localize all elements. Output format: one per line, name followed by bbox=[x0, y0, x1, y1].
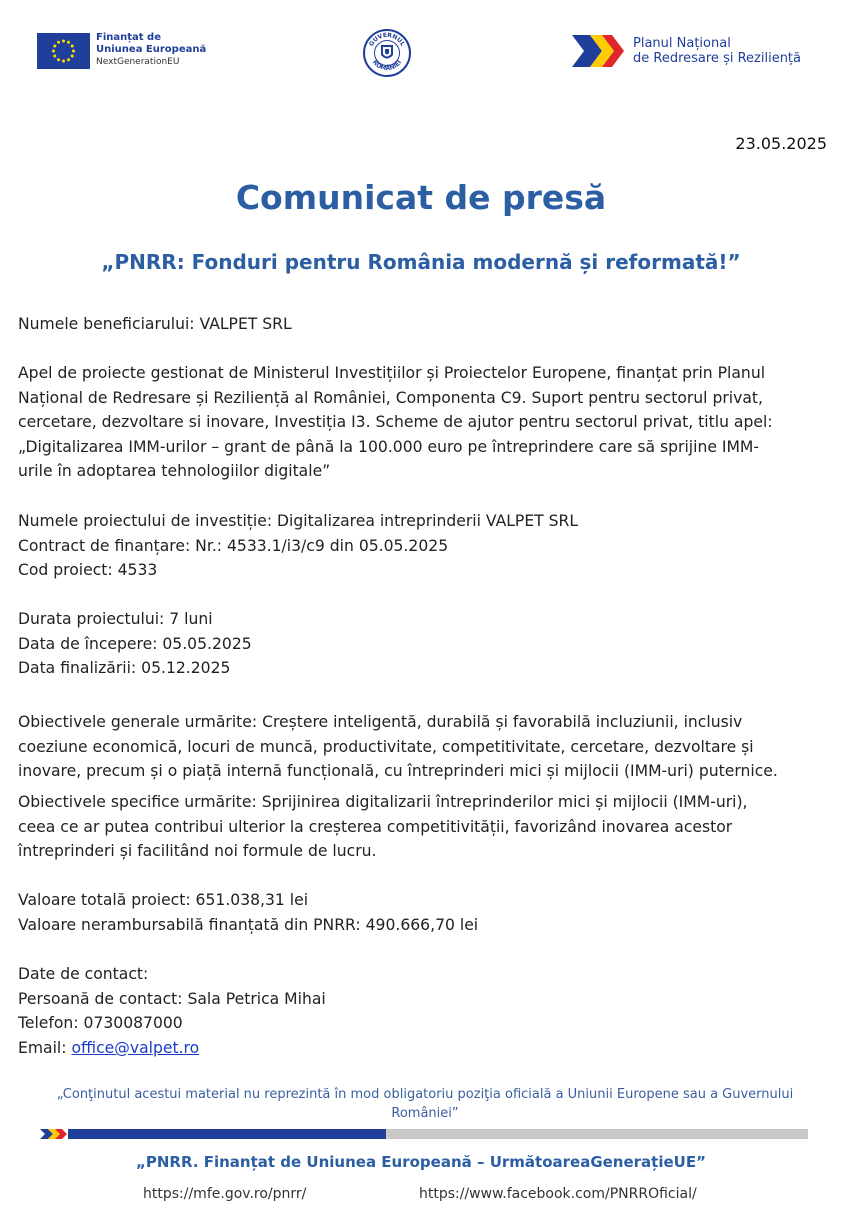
press-release-date: 23.05.2025 bbox=[735, 134, 827, 153]
eu-funding-label bbox=[96, 32, 206, 68]
specific-objectives-line: ceea ce ar putea contribui ulterior la creșterea competitivității, favorizând inovarea acestor bbox=[18, 817, 733, 836]
eu-flag-logo bbox=[37, 33, 90, 69]
call-line: Național de Redresare și Reziliență al României, Componenta C9. Suport pentru sectorul privat, bbox=[18, 388, 763, 407]
footer-tagline: „PNRR. Finanțat de Uniunea Europeană – UrmătoareaGenerațieUE” bbox=[136, 1153, 706, 1171]
general-objectives bbox=[18, 710, 830, 784]
government-seal-logo bbox=[361, 28, 413, 78]
general-objectives-line: inovare, precum și o piață internă funcțională, cu întreprinderi mici și mijlocii (IMM-uri) puternice. bbox=[18, 762, 778, 781]
total-value: Valoare totală proiect: 651.038,31 lei bbox=[18, 891, 309, 909]
project-contract: Contract de finanțare: Nr.: 4533.1/i3/c9 din 05.05.2025 bbox=[18, 536, 449, 555]
pnrr-label-line2: de Redresare și Reziliență bbox=[633, 51, 801, 66]
contact-email-row bbox=[18, 1036, 830, 1061]
eu-label-line1: Finanțat de bbox=[96, 32, 161, 43]
project-end-date: Data finalizării: 05.12.2025 bbox=[18, 659, 231, 678]
pnrr-logo bbox=[572, 35, 628, 67]
pnrr-chevron-icon bbox=[572, 35, 628, 67]
project-timeline bbox=[18, 607, 830, 681]
specific-objectives bbox=[18, 790, 830, 864]
contact-phone: Telefon: 0730087000 bbox=[18, 1014, 183, 1033]
beneficiary-line: Numele beneficiarului: VALPET SRL bbox=[18, 315, 292, 333]
romania-coat-of-arms-icon bbox=[361, 28, 413, 78]
call-line: Apel de proiecte gestionat de Ministerul Investițiilor și Proiectelor Europene, finanțat prin Planul bbox=[18, 364, 766, 382]
pnrr-label bbox=[633, 36, 801, 66]
contact-email-label: Email: bbox=[18, 1038, 72, 1057]
footer-divider-bar bbox=[40, 1125, 808, 1137]
specific-objectives-line: Obiectivele specifice urmărite: Sprijinirea digitalizarii întreprinderilor mici și mijlocii (IMM-uri), bbox=[18, 793, 748, 811]
page-title: Comunicat de presă bbox=[235, 178, 607, 217]
seal-top-text: GUVERNUL bbox=[367, 31, 407, 48]
call-line: „Digitalizarea IMM-urilor – grant de până la 100.000 euro pe întreprindere care să sprijine IMM- bbox=[18, 437, 760, 456]
general-objectives-line: Obiectivele generale urmărite: Creștere inteligentă, durabilă și favorabilă incluziunii, inclusiv bbox=[18, 713, 743, 731]
eu-stars-icon bbox=[37, 33, 90, 69]
project-duration: Durata proiectului: 7 luni bbox=[18, 610, 213, 628]
contact-person: Persoană de contact: Sala Petrica Mihai bbox=[18, 989, 326, 1008]
project-details bbox=[18, 509, 830, 583]
eu-label-line3: NextGenerationEU bbox=[96, 57, 180, 67]
project-name: Numele proiectului de investiție: Digitalizarea intreprinderii VALPET SRL bbox=[18, 512, 579, 530]
seal-bottom-text: ROMÂNIEI bbox=[370, 58, 404, 73]
eu-disclaimer bbox=[30, 1085, 820, 1123]
specific-objectives-line: întreprinderi și facilitând noi formule de lucru. bbox=[18, 842, 377, 861]
eu-label-line2: Uniunea Europeană bbox=[96, 44, 207, 55]
footer-bar-graphic bbox=[40, 1128, 808, 1140]
contact-email-link[interactable]: office@valpet.ro bbox=[71, 1038, 200, 1057]
contact-details bbox=[18, 962, 830, 1060]
grant-value: Valoare nerambursabilă finanțată din PNRR: 490.666,70 lei bbox=[18, 915, 479, 934]
page-subtitle: „PNRR: Fonduri pentru România modernă și reformată!” bbox=[101, 250, 741, 274]
call-paragraph bbox=[18, 361, 830, 484]
disclaimer-line: României” bbox=[391, 1106, 459, 1121]
project-code: Cod proiect: 4533 bbox=[18, 561, 158, 580]
project-values bbox=[18, 888, 830, 937]
contact-heading: Date de contact: bbox=[18, 965, 149, 983]
facebook-url-link[interactable]: https://www.facebook.com/PNRROficial/ bbox=[419, 1186, 697, 1202]
project-start-date: Data de începere: 05.05.2025 bbox=[18, 634, 252, 653]
disclaimer-line: „Conţinutul acestui material nu reprezintă în mod obligatoriu poziţia oficială a Uniunii Europene sau a Guvernului bbox=[56, 1087, 794, 1102]
pnrr-label-line1: Planul Național bbox=[633, 36, 731, 51]
mfe-url-link[interactable]: https://mfe.gov.ro/pnrr/ bbox=[143, 1186, 307, 1202]
call-line: cercetare, dezvoltare si inovare, Investiția I3. Scheme de ajutor pentru sectorul privat, titlu apel: bbox=[18, 413, 773, 432]
general-objectives-line: coeziune economică, locuri de muncă, productivitate, competitivitate, cercetare, dezvoltare și bbox=[18, 737, 754, 756]
call-line: urile în adoptarea tehnologiilor digitale” bbox=[18, 462, 331, 481]
